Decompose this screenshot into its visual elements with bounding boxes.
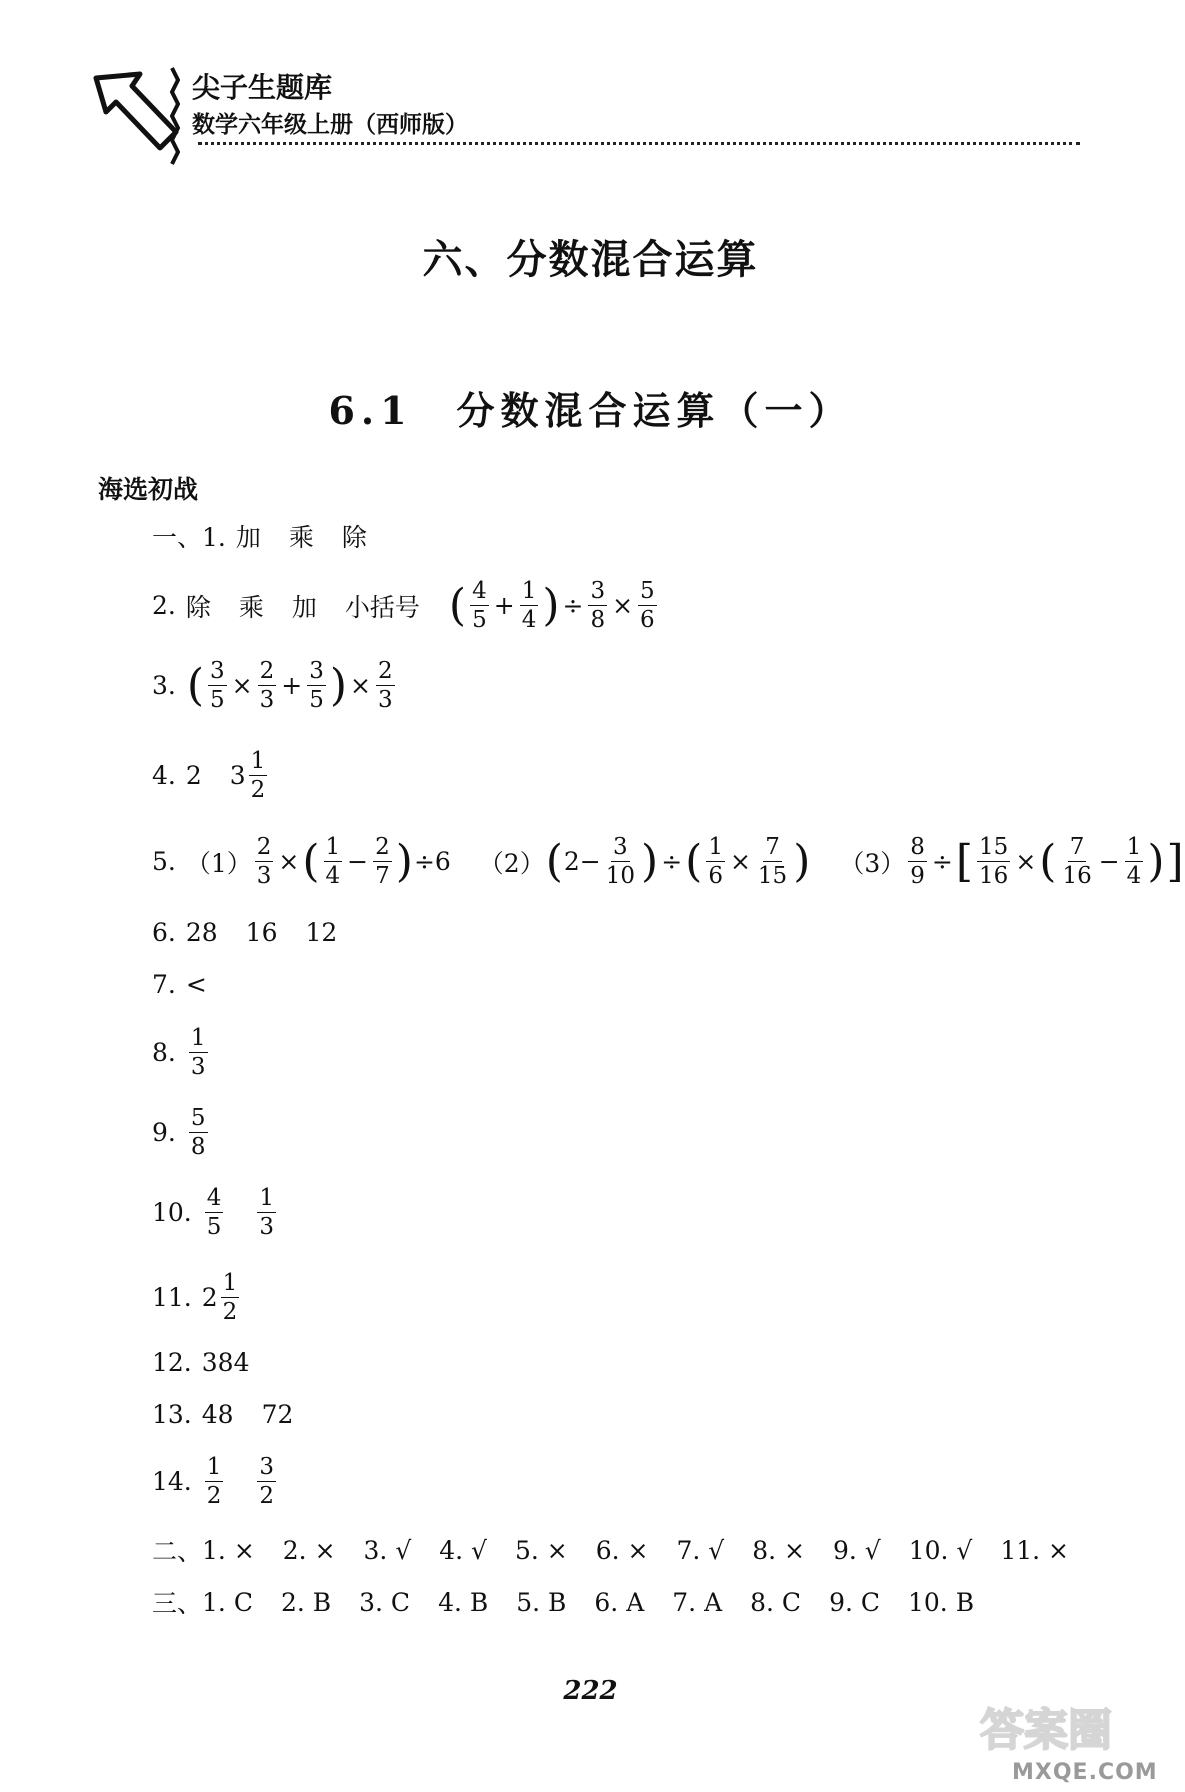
- svg-text:答案圈: 答案圈: [980, 1705, 1112, 1756]
- fraction: $\frac{3}{5}$: [210, 658, 225, 714]
- right-paren: ): [641, 835, 659, 887]
- answer-item: 8. ×: [752, 1535, 805, 1565]
- answer-10: 10. $\frac{4}{5}$ $\frac{1}{3}$: [152, 1185, 275, 1241]
- fraction: $\frac{3}{10}$: [605, 834, 636, 890]
- fraction: $\frac{5}{8}$: [190, 1105, 206, 1161]
- fraction: $\frac{4}{5}$: [206, 1185, 222, 1241]
- fraction: $\frac{1}{2}$: [250, 748, 266, 804]
- answer-item: 5. B: [516, 1587, 567, 1617]
- right-paren: ): [1147, 835, 1165, 887]
- chapter-title: 六、分数混合运算: [422, 236, 759, 283]
- answer-item: 6. A: [594, 1587, 645, 1617]
- answer-item: 5. ×: [514, 1535, 568, 1565]
- right-paren: ): [395, 835, 413, 887]
- left-paren: (: [448, 579, 467, 631]
- answer-12: 12. 384: [152, 1348, 250, 1377]
- book-title: 尖子生题库: [192, 71, 333, 104]
- fraction: $\frac{7}{16}$: [1062, 834, 1092, 890]
- answer-3: 3. ( $\frac{3}{5}$ × $\frac{2}{3}$ + $\frac{3}{5}$ ) × $\frac{2}{3}$: [152, 658, 393, 714]
- right-bracket: ]: [1166, 835, 1184, 887]
- watermark-text: MXQE.COM: [1012, 1760, 1158, 1785]
- part2-answers: 二、 1. × 2. × 3. √ 4. √ 5. × 6. × 7. √ 8. × 9. √ 10. √ 11. ×: [152, 1535, 1069, 1566]
- answer-item: 7. √: [676, 1535, 725, 1565]
- answer-item: 2. ×: [282, 1535, 336, 1565]
- answer-item: 3. C: [359, 1587, 411, 1617]
- answer-item: 6. ×: [595, 1535, 649, 1565]
- fraction: $\frac{1}{4}$: [325, 834, 341, 890]
- right-paren: ): [793, 835, 811, 887]
- fraction: $\frac{1}{4}$: [1126, 834, 1142, 890]
- answer-item: 9. C: [829, 1587, 880, 1617]
- answer-word: 除: [341, 523, 367, 552]
- left-paren: (: [186, 659, 205, 711]
- fraction: $\frac{2}{3}$: [256, 834, 272, 890]
- fraction: $\frac{3}{8}$: [590, 578, 606, 634]
- left-bracket: [: [955, 835, 974, 887]
- watermark-logo-icon: [980, 1700, 1160, 1760]
- left-paren: (: [302, 835, 320, 887]
- answer-word: 加: [291, 592, 317, 622]
- fraction: $\frac{1}{2}$: [222, 1270, 238, 1326]
- answer-word: 乘: [238, 592, 264, 622]
- section-title: 6.1 分数混合运算（一）: [328, 388, 853, 433]
- fraction: $\frac{4}{5}$: [472, 578, 487, 634]
- right-paren: ): [329, 659, 348, 711]
- header-divider: [198, 142, 1080, 145]
- fraction: $\frac{8}{9}$: [910, 834, 925, 890]
- answer-item: 10. √: [908, 1535, 973, 1565]
- answer-item: 3. √: [363, 1535, 412, 1565]
- answer-5: 5. （1） $\frac{2}{3}$ × ( $\frac{1}{4}$ − $\frac{2}{7}$ ) ÷6 （2） ( 2− $\frac{3}{10}$ ) ÷ ( $\frac{1}{6}$ × $\frac{7}{15}$ ) （3） $\frac{8}{9}$ ÷ [ $\frac{15}{16}$ × ( $\frac{7}{16}$ − $\frac{1}{4}$ ) ]: [152, 834, 1184, 890]
- answer-1: 一、1. 加 乘 除: [152, 518, 367, 554]
- answer-item: 1. ×: [202, 1535, 255, 1565]
- answer-item: 1. C: [202, 1587, 253, 1617]
- part3-answers: 三、 1. C 2. B 3. C 4. B 5. B 6. A 7. A 8. C 9. C 10. B: [152, 1587, 975, 1618]
- left-paren: (: [1039, 835, 1057, 887]
- answer-2: 2. 除 乘 加 小括号 ( $\frac{4}{5}$ + $\frac{1}{4}$ ) ÷ $\frac{3}{8}$ × $\frac{5}{6}$: [152, 578, 655, 634]
- answer-6: 6. 28 16 12: [152, 918, 338, 947]
- answer-word: 小括号: [344, 592, 420, 622]
- fraction: $\frac{3}{5}$: [309, 658, 324, 714]
- answer-word: 乘: [288, 523, 314, 552]
- answer-item: 7. A: [672, 1587, 723, 1617]
- fraction: $\frac{1}{4}$: [521, 578, 537, 634]
- fraction: $\frac{2}{7}$: [375, 834, 390, 890]
- answer-14: 14. $\frac{1}{2}$ $\frac{3}{2}$: [152, 1454, 275, 1510]
- fraction: $\frac{3}{2}$: [259, 1454, 275, 1510]
- right-paren: ): [542, 579, 560, 631]
- left-paren: (: [685, 835, 703, 887]
- answer-item: 10. B: [908, 1587, 975, 1617]
- fraction: $\frac{1}{3}$: [190, 1025, 206, 1081]
- answer-word: 除: [185, 592, 211, 622]
- fraction: $\frac{1}{3}$: [259, 1185, 275, 1241]
- answer-item: 2. B: [280, 1587, 332, 1617]
- subheading: 海选初战: [98, 475, 199, 504]
- answer-9: 9. $\frac{5}{8}$: [152, 1105, 206, 1161]
- answer-11: 11. 2 $\frac{1}{2}$: [152, 1270, 238, 1326]
- fraction: $\frac{1}{6}$: [708, 834, 723, 890]
- answer-13: 13. 48 72: [152, 1400, 294, 1429]
- fraction: $\frac{7}{15}$: [757, 834, 788, 890]
- fraction: $\frac{2}{3}$: [259, 658, 275, 714]
- arrow-logo-icon: [88, 60, 188, 170]
- answer-item: 9. √: [832, 1535, 881, 1565]
- fraction: $\frac{1}{2}$: [206, 1454, 222, 1510]
- answer-item: 11. ×: [1000, 1535, 1069, 1565]
- fraction: $\frac{2}{3}$: [377, 658, 393, 714]
- page-number: 222: [563, 1676, 618, 1706]
- answer-item: 4. B: [438, 1587, 489, 1617]
- fraction: $\frac{15}{16}$: [979, 834, 1009, 890]
- answer-item: 8. C: [750, 1587, 802, 1617]
- answer-word: 加: [235, 523, 261, 552]
- answer-8: 8. $\frac{1}{3}$: [152, 1025, 206, 1081]
- book-subtitle: 数学六年级上册（西师版）: [192, 111, 468, 138]
- fraction: $\frac{5}{6}$: [640, 578, 655, 634]
- answer-item: 4. √: [439, 1535, 487, 1565]
- answer-4: 4. 2 3 $\frac{1}{2}$: [152, 748, 266, 804]
- answer-7: 7. <: [152, 970, 207, 999]
- left-paren: (: [545, 835, 563, 887]
